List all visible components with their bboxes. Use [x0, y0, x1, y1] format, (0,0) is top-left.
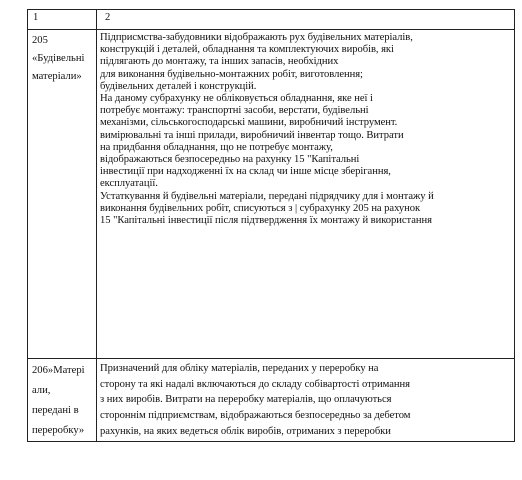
text-line: будівельних деталей і конструкцій. — [100, 80, 257, 92]
account-code-line: переробку» — [32, 425, 85, 436]
description-paragraph — [100, 93, 511, 191]
table-row — [28, 359, 515, 442]
account-code-line: 205 — [32, 35, 48, 46]
account-code-line: матеріали» — [32, 70, 82, 82]
column-number-1: 1 — [28, 10, 97, 30]
text-line: на придбання обладнання, що не потребує монтажу, — [100, 141, 333, 153]
text-line: конструкцій і деталей, обладнання та комплектуючих виробів, які — [100, 44, 394, 56]
account-description-cell — [97, 30, 515, 359]
text-line: Підприсмства-забудовники відображають рух будівельних матеріалів, — [100, 32, 413, 43]
text-line: Призначений для обліку матеріалів, переданих у переробку на — [100, 363, 379, 374]
text-line: вимірювальні та інші прилади, виробничий інвентар тощо. Витрати — [100, 129, 404, 141]
text-line: інвестиції при надходженні їх на склад чи інше місце зберігання, — [100, 166, 391, 178]
account-description-cell — [97, 359, 515, 442]
text-line: 15 "Капітальні інвестиції після підтвердження їх монтажу й використання — [100, 215, 432, 227]
column-number-2: 2 — [97, 10, 515, 30]
text-line: відображаються безпосередньо на рахунку 15 "Капітальні — [100, 154, 360, 166]
text-line: потребує монтажу: транспортні засоби, верстати, будівельні — [100, 105, 369, 117]
text-line: Устаткування й будівельні матеріали, передані підрядчику для і монтажу й — [100, 190, 434, 202]
account-code-cell — [28, 359, 97, 442]
description-paragraph — [100, 191, 511, 228]
text-line: рахунків, на яких ведеться облік виробів, отриманих з переробки — [100, 425, 391, 437]
description-paragraph — [100, 32, 511, 93]
table-row — [28, 30, 515, 359]
account-code-cell — [28, 30, 97, 359]
description-paragraph — [100, 361, 511, 440]
table-header-row — [28, 10, 515, 30]
text-line: На даному субрахунку не обліковується обладнання, яке неї і — [100, 93, 373, 105]
accounts-table — [27, 9, 515, 442]
account-code-line: али, — [32, 385, 51, 396]
account-code-line: 206»Матері — [32, 365, 85, 376]
account-code-line: передані в — [32, 405, 79, 416]
text-line: для виконання будівельно-монтажних робіт, виготовлення; — [100, 68, 363, 80]
text-line: механізми, сільськогосподарські машини, виробничий інструмент. — [100, 117, 398, 129]
text-line: експлуатації. — [100, 178, 158, 190]
text-line: з них виробів. Витрати на переробку матеріалів, що оплачуються — [100, 394, 392, 406]
account-code-line: «Будівельні — [32, 52, 85, 64]
text-line: сторону та які надалі включаються до складу собівартості отримання — [100, 378, 410, 390]
text-line: виконання будівельних робіт, списуються з | субрахунку 205 на рахунок — [100, 202, 421, 214]
text-line: стороннім підприємствам, відображаються безпосередньо за дебетом — [100, 410, 411, 422]
text-line: підлягають до монтажу, та інших запасів, необхідних — [100, 56, 339, 68]
